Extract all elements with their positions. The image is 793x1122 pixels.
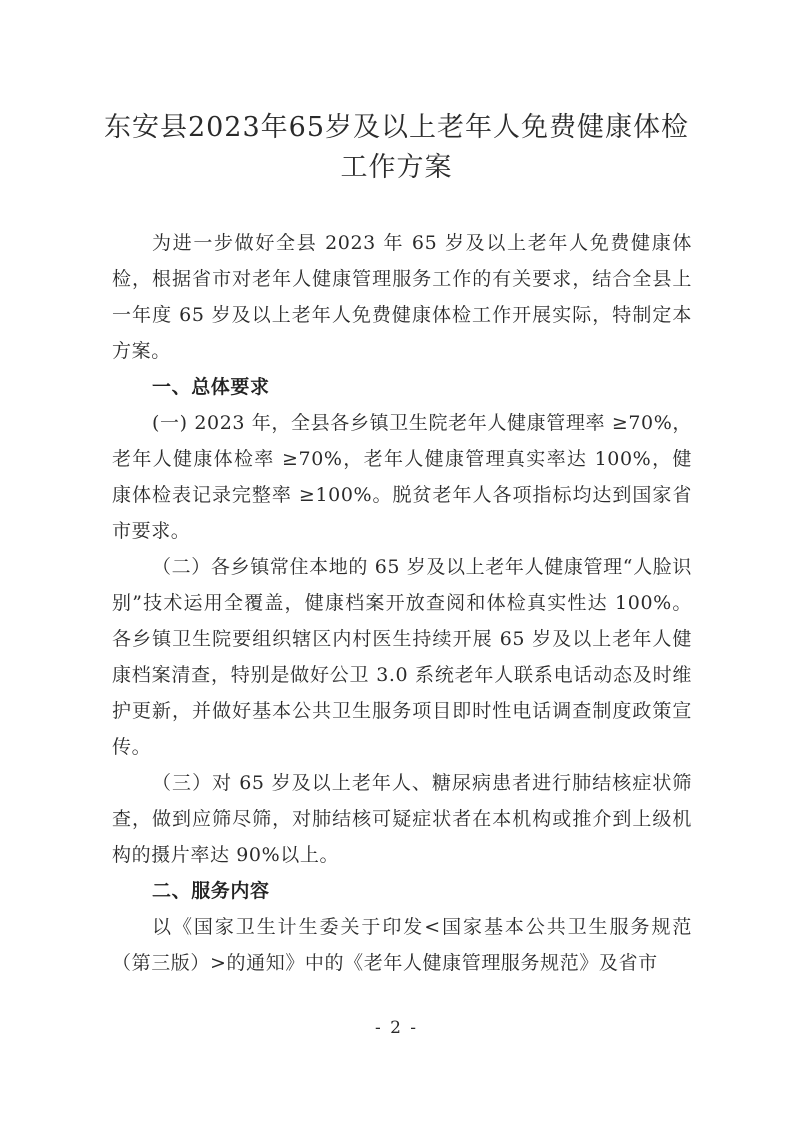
intro-paragraph: 为进一步做好全县 2023 年 65 岁及以上老年人免费健康体检，根据省市对老年人健康管理服务工作的有关要求，结合全县上一年度 65 岁及以上老年人免费健康体检工作开展实际，特制定本方案。 — [112, 232, 692, 362]
document-body — [112, 225, 692, 981]
section-1-item-1: (一) 2023 年，全县各乡镇卫生院老年人健康管理率 ≥70%，老年人健康体检率 ≥70%，老年人健康管理真实率达 100%，健康体检表记录完整率 ≥100%。脱贫老年人各项指标均达到国家省市要求。 — [112, 412, 692, 542]
page-number: - 2 - — [374, 1018, 419, 1038]
section-2-paragraph: 以《国家卫生计生委关于印发<国家基本公共卫生服务规范（第三版）>的通知》中的《老年人健康管理服务规范》及省市 — [112, 916, 692, 974]
document-title-line-1: 东安县2023年65岁及以上老年人免费健康体检 — [103, 112, 690, 143]
section-1-item-2: （二）各乡镇常住本地的 65 岁及以上老年人健康管理“人脸识别”技术运用全覆盖，健康档案开放查阅和体检真实性达 100%。各乡镇卫生院要组织辖区内村医生持续开展 65 岁及以上老年人健康档案清查，特别是做好公卫 3.0 系统老年人联系电话动态及时维护更新，并做好基本公共卫生服务项目即时性电话调查制度政策宣传。 — [112, 556, 692, 758]
section-1-heading: 一、总体要求 — [152, 376, 270, 398]
section-1-item-3: （三）对 65 岁及以上老年人、糖尿病患者进行肺结核症状筛查，做到应筛尽筛，对肺结核可疑症状者在本机构或推介到上级机构的摄片率达 90%以上。 — [112, 772, 692, 866]
document-title-line-2: 工作方案 — [340, 152, 453, 183]
section-2-heading: 二、服务内容 — [152, 880, 270, 902]
